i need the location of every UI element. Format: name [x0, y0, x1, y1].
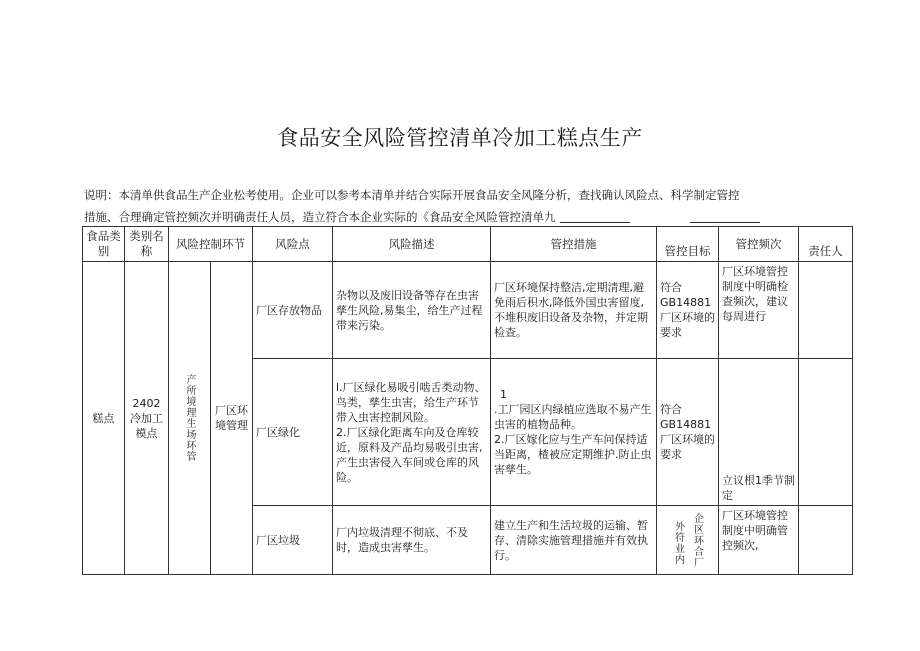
- instructions-note: [84, 184, 844, 228]
- cell-owner: [799, 359, 853, 506]
- header-risk-desc: 风险描述: [333, 227, 491, 262]
- measure-text: .工厂园区内绿植应选取不易产生虫害的植物品种。 2.厂区嫁化应与生产车问保持适当距离，楂被应定期维护.防止虫害孳生。: [494, 403, 652, 476]
- cell-risk-point: 厂区存放物品: [253, 262, 333, 359]
- header-owner: 责任人: [799, 227, 853, 262]
- cell-target: 符合GB14881厂区环境的要求: [657, 262, 719, 359]
- cell-measure: 建立生产和生活垃圾的运输、暂存、清除实施管理措施并有效执行。: [491, 506, 657, 575]
- header-measure: 管控措施: [491, 227, 657, 262]
- cell-risk-desc: 杂物以及废旧设备等存在虫害孳生风险,易集尘，给生产过程带来污染。: [333, 262, 491, 359]
- cell-frequency: 厂区环境管控制度中明确管控频次,: [719, 506, 799, 575]
- header-class-name: 类别名称: [125, 227, 169, 262]
- header-risk-point: 风险点: [253, 227, 333, 262]
- note-line-1: 说明：本清单供食品生产企业松考使用。企业可以参考本清单并结合实际开展食品安全风隆分析，查找确认风险点、科学制定管控: [84, 188, 740, 202]
- cell-risk-point: 厂区垃圾: [253, 506, 333, 575]
- document-title: 食品安全风险管控清单冷加工糕点生产: [277, 126, 643, 150]
- measure-number: 1: [500, 388, 507, 401]
- header-link: 风险控制环节: [169, 227, 253, 262]
- cell-link-vertical: [169, 262, 211, 575]
- table-header-row: [83, 227, 853, 262]
- note-line-2-text: 措施、合理确定管控频次并明确责任人员，造立符合本企业实际的《食品安全风险管控清单九: [84, 210, 556, 224]
- table-row: [83, 262, 853, 359]
- target-vertical-b: 企区环合厂: [691, 512, 703, 568]
- blank-line: [690, 208, 760, 223]
- risk-control-table: [82, 226, 853, 575]
- cell-category: 糕点: [83, 262, 125, 575]
- link-vertical-text: 产所境理生场环管: [184, 374, 195, 462]
- target-vertical-wrap: [660, 513, 715, 568]
- cell-measure: [491, 359, 657, 506]
- cell-measure: 厂区环境保持整洁,定期清理,避免雨后积水,降低外国虫害留度,不堆积废旧设备及杂物，并定期检查。: [491, 262, 657, 359]
- target-vertical-a: 外符业内: [672, 520, 684, 565]
- cell-class-name: 2402冷加工模点: [125, 262, 169, 575]
- cell-owner: [799, 506, 853, 575]
- header-frequency: 管控频次: [719, 227, 799, 262]
- cell-risk-desc: l.厂区绿化易吸引啮舌类动物、鸟类，孳生虫害，给生产环节带入虫害控制风险。 2.厂区绿化距离车向及仓库较近，原料及产品均易吸引虫害,产生虫害侵入车间或仓库的风险。: [333, 359, 491, 506]
- cell-frequency: 立议根1季节制定: [719, 359, 799, 506]
- blank-line: [560, 208, 630, 223]
- cell-frequency: 厂区环境管控制度中明确检查频次，建议每周进行: [719, 262, 799, 359]
- cell-risk-desc: 厂内垃圾清理不彻底、不及时，造成虫害孳生。: [333, 506, 491, 575]
- header-target: 管控目标: [657, 227, 719, 262]
- note-line-2: [84, 206, 844, 228]
- cell-target: [657, 506, 719, 575]
- cell-target: 符合GB14881厂区环境的要求: [657, 359, 719, 506]
- cell-owner: [799, 262, 853, 359]
- cell-link: 厂区环境管理: [211, 262, 253, 575]
- header-category: 食品类别: [83, 227, 125, 262]
- cell-risk-point: 厂区绿化: [253, 359, 333, 506]
